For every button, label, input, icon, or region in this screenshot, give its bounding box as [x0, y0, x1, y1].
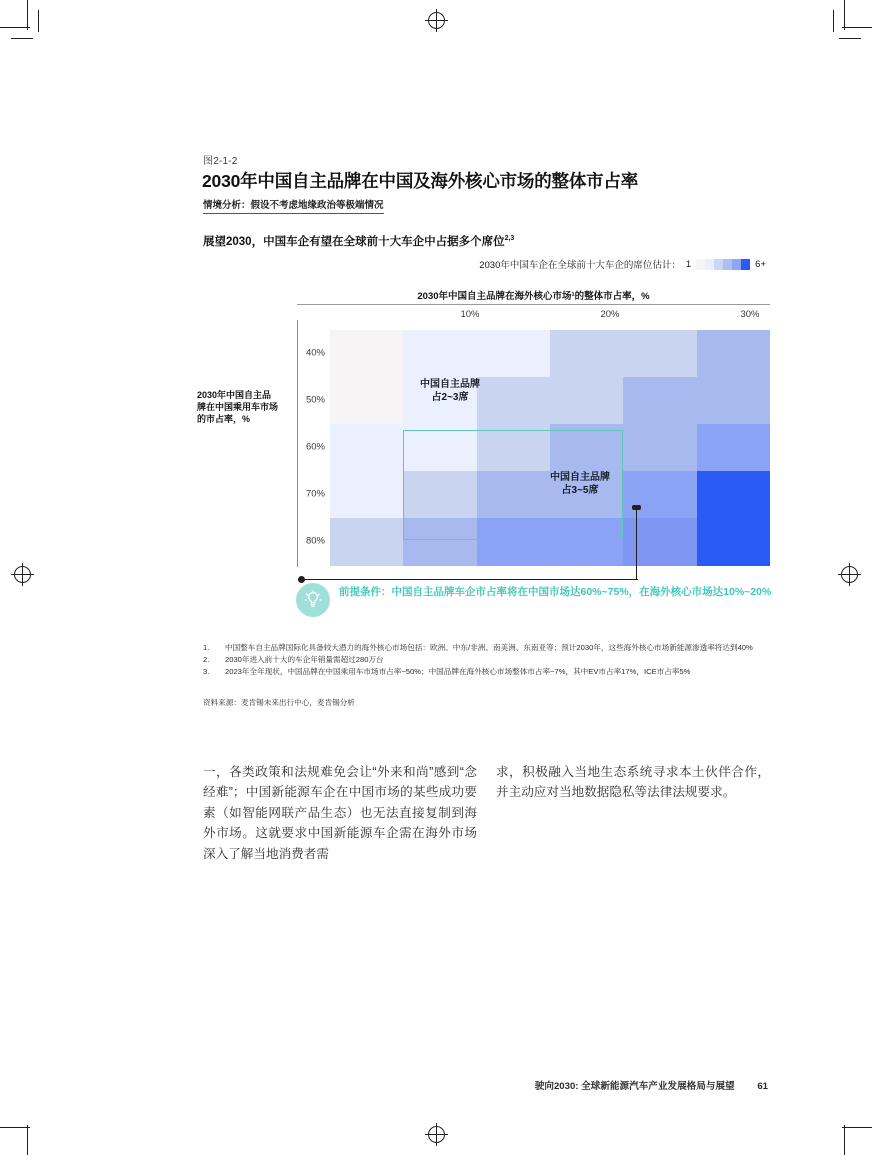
figure-title: 2030年中国自主品牌在中国及海外核心市场的整体市占率 [202, 171, 639, 191]
heatmap-cell [697, 330, 771, 378]
heatmap-cell [330, 330, 404, 378]
precondition-callout [296, 583, 774, 617]
heatmap-annotation [550, 472, 610, 498]
footer-title: 驶向2030: 全球新能源汽车产业发展格局与展望 [534, 1081, 735, 1092]
y-axis-tick-label: 40% [305, 347, 325, 359]
legend-swatch-4 [723, 259, 732, 270]
heatmap-cell [330, 518, 404, 566]
legend-min-value: 1 [685, 258, 692, 270]
figure-lead-text: 展望2030，中国车企有望在全球前十大车企中占据多个席位 [203, 236, 505, 248]
x-axis-tick-label: 10% [460, 309, 480, 320]
figure-subtitle: 情境分析：假设不考虑地缘政治等极端情况 [203, 197, 384, 214]
lightbulb-icon [296, 583, 330, 617]
heatmap-cell [550, 424, 624, 472]
heatmap-cell [330, 471, 404, 519]
leader-line-vertical [636, 508, 637, 580]
heatmap-cell [403, 471, 477, 519]
heatmap-cell [623, 424, 697, 472]
legend-swatch-3 [714, 259, 723, 270]
footnotes-list [203, 642, 773, 678]
heatmap-cell [550, 377, 624, 425]
leader-line-horizontal [302, 579, 638, 580]
chart-legend [479, 257, 766, 271]
footnote-item [203, 666, 773, 677]
heatmap-cell [477, 330, 551, 378]
heatmap-annotation-line: 占3~5席 [561, 485, 599, 496]
legend-swatch-2 [705, 259, 714, 270]
footnote-text: 中国整车自主品牌国际化具备较大潜力的海外核心市场包括：欧洲、中东/非洲、南美洲、东南亚等；预计2030年，这些海外核心市场新能源渗透率将达到40% [225, 643, 753, 652]
heatmap-cell [623, 471, 697, 519]
heatmap-cell [550, 518, 624, 566]
y-axis-tick-label: 60% [305, 441, 325, 453]
heatmap-cell [623, 518, 697, 566]
heatmap-annotation-line: 中国自主品牌 [550, 472, 610, 484]
leader-line-end-dot [298, 576, 305, 583]
legend-swatch-6 [741, 259, 750, 270]
heatmap-annotation [420, 379, 480, 405]
footnote-item [203, 654, 773, 665]
footnote-text: 2030年进入前十大的车企年销量需超过280万台 [225, 655, 384, 664]
heatmap-cell [477, 377, 551, 425]
heatmap-cell [403, 424, 477, 472]
heatmap-cell [477, 471, 551, 519]
legend-label: 2030年中国车企在全球前十大车企的席位估计： [479, 260, 681, 271]
heatmap-cell [623, 377, 697, 425]
footnote-number: 2. [203, 655, 210, 664]
chart-top-rule [297, 304, 770, 305]
heatmap-cell [550, 330, 624, 378]
figure-lead-statement [203, 233, 514, 249]
y-axis-tick-label: 80% [305, 535, 325, 547]
x-axis-tick-label: 20% [600, 309, 620, 320]
heatmap-cell [697, 518, 771, 566]
heatmap-cell [330, 424, 404, 472]
y-axis-tick-label: 70% [305, 488, 325, 500]
heatmap-cell [697, 424, 771, 472]
body-text-column-right: 求，积极融入当地生态系统寻求本土伙伴合作，并主动应对当地数据隐私等法律法规要求。 [496, 765, 770, 800]
precondition-callout-text: 前提条件：中国自主品牌车企市占率将在中国市场达60%~75%，在海外核心市场达10%~20% [339, 586, 772, 598]
figure-lead-superscript: 2,3 [504, 235, 515, 243]
heatmap-cell [477, 518, 551, 566]
footnote-number: 1. [203, 643, 210, 652]
source-line: 资料来源：麦肯锡未来出行中心，麦肯锡分析 [203, 698, 355, 707]
legend-color-scale [696, 259, 750, 270]
page-footer [0, 1078, 872, 1092]
chart-y-axis-title: 2030年中国自主品牌在中国乘用车市场的市占率，% [197, 390, 279, 424]
heatmap-annotation-line: 占2~3席 [431, 392, 469, 403]
page-number: 61 [757, 1081, 768, 1092]
legend-swatch-5 [732, 259, 741, 270]
heatmap-cell [623, 330, 697, 378]
heatmap-cell [403, 330, 477, 378]
heatmap-cell [403, 518, 477, 566]
heatmap-cell [477, 424, 551, 472]
x-axis-tick-label: 30% [740, 309, 760, 320]
heatmap-annotation-line: 中国自主品牌 [420, 379, 480, 391]
footnote-number: 3. [203, 667, 210, 676]
footnote-item [203, 642, 773, 653]
chart-x-axis-title: 2030年中国自主品牌在海外核心市场¹的整体市占率，% [417, 291, 650, 302]
body-text-column-left: 一，各类政策和法规难免会让“外来和尚”感到“念经难”；中国新能源车企在中国市场的某些成功要素（如智能网联产品生态）也无法直接复制到海外市场。这就要求中国新能源车企需在海外市场深入了解当地消费者需 [203, 765, 477, 861]
heatmap-cell [697, 471, 771, 519]
y-axis-tick-label: 50% [305, 394, 325, 406]
heatmap-cell [697, 377, 771, 425]
legend-max-value: 6+ [755, 258, 766, 270]
heatmap-chart [297, 288, 770, 566]
heatmap-cell [330, 377, 404, 425]
figure-number: 图2-1-2 [203, 156, 238, 167]
footnote-text: 2023年全年现状，中国品牌在中国乘用车市场市占率~50%；中国品牌在海外核心市场整体市占率~7%，其中EV市占率17%，ICE市占率5% [225, 667, 691, 676]
legend-swatch-1 [696, 259, 705, 270]
heatmap-plot-area [305, 309, 770, 565]
